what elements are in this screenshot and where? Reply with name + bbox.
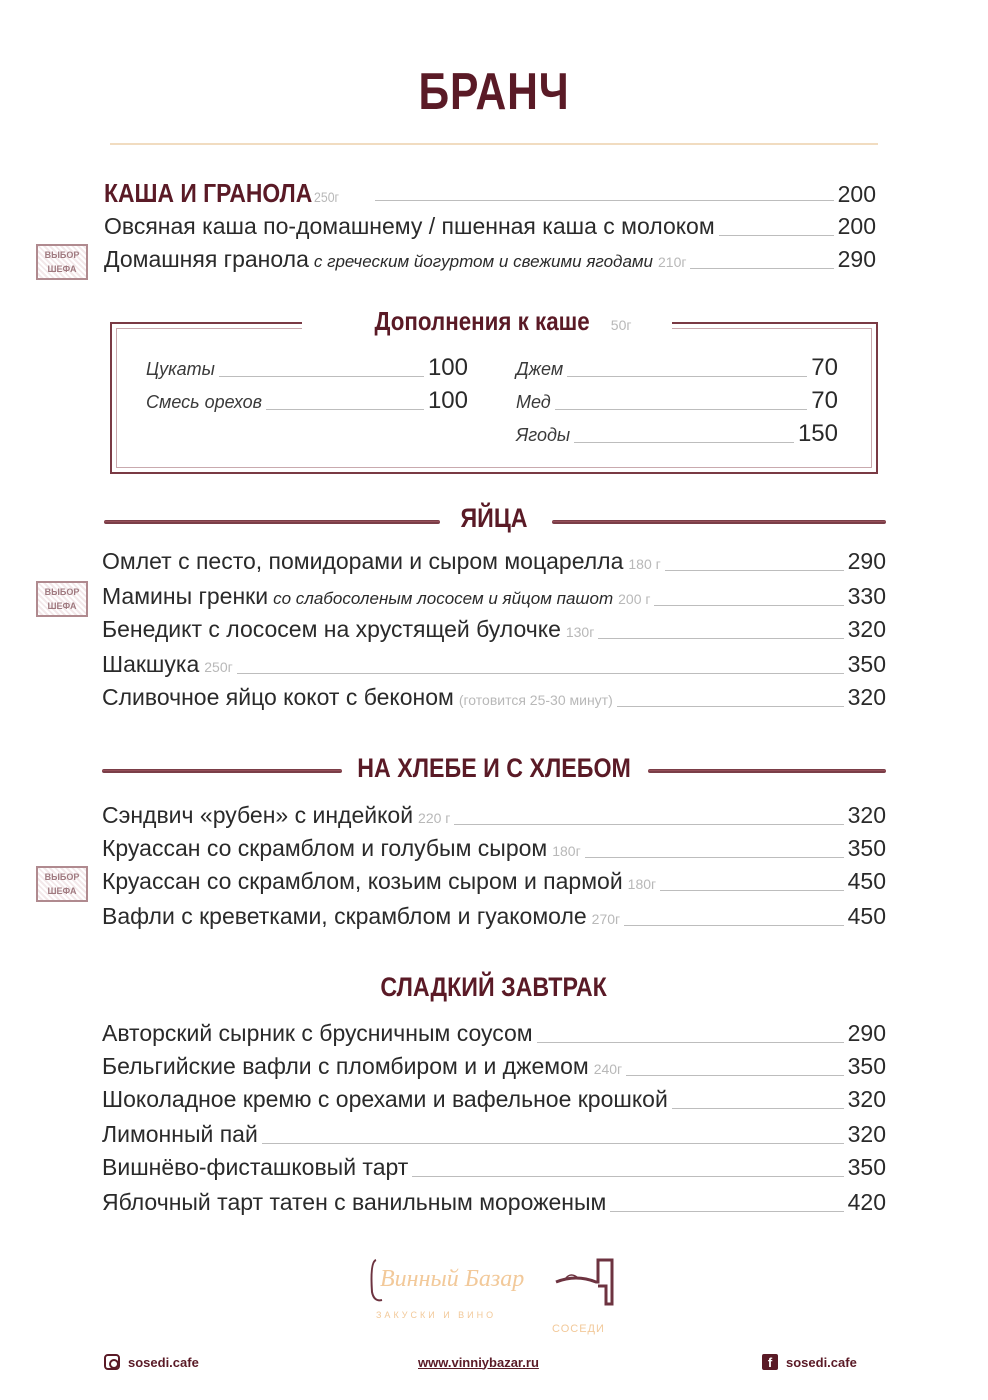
menu-item xyxy=(102,903,886,933)
addon-name: Цукаты xyxy=(146,359,215,379)
title-divider xyxy=(110,143,878,145)
menu-item-name: Омлет с песто, помидорами и сыром моцарелла xyxy=(102,548,624,574)
menu-item-name: Шоколадное кремю с орехами и вафельное крошкой xyxy=(102,1086,668,1112)
leader-dots xyxy=(665,570,844,571)
porridge-price: 200 xyxy=(837,181,876,207)
sweet-title xyxy=(0,972,988,1003)
menu-item xyxy=(104,213,876,243)
menu-item-weight: 270г xyxy=(591,911,621,927)
addon-item xyxy=(516,387,838,417)
leader-dots xyxy=(672,1108,844,1109)
chef-badge-line2: ШЕФА xyxy=(47,264,77,274)
menu-item xyxy=(102,1154,886,1184)
facebook-icon: f xyxy=(762,1354,778,1370)
menu-item xyxy=(102,1086,886,1116)
leader-dots xyxy=(237,673,844,674)
menu-item-weight: 250г xyxy=(204,659,233,675)
menu-item-price: 290 xyxy=(847,548,886,574)
menu-item-weight: 130г xyxy=(565,624,595,640)
menu-item-price: 350 xyxy=(847,1154,886,1180)
leader-dots xyxy=(266,409,424,410)
footer-facebook[interactable] xyxy=(762,1352,857,1372)
menu-item xyxy=(104,246,876,276)
leader-dots xyxy=(654,605,843,606)
menu-item-name: Бенедикт с лососем на хрустящей булочке xyxy=(102,616,561,642)
facebook-handle: sosedi.cafe xyxy=(786,1354,857,1370)
menu-item-name: Сэндвич «рубен» с индейкой xyxy=(102,802,414,828)
addon-item xyxy=(146,387,468,417)
footer-website-link[interactable] xyxy=(418,1352,539,1372)
menu-item-name: Круассан со скрамблом, козьим сыром и пармой xyxy=(102,868,623,894)
porridge-title xyxy=(104,178,339,209)
addon-price: 100 xyxy=(427,387,468,414)
menu-item-price: 450 xyxy=(847,903,886,929)
leader-dots xyxy=(537,1042,844,1043)
addon-name: Ягоды xyxy=(516,425,571,445)
menu-item-price: 290 xyxy=(837,246,876,272)
menu-item-weight: 180г xyxy=(552,843,581,859)
menu-item-price: 350 xyxy=(847,1053,886,1079)
addon-price: 100 xyxy=(427,354,468,381)
sweet-title-text: СЛАДКИЙ ЗАВТРАК xyxy=(380,972,608,1002)
menu-item-weight: 210г xyxy=(658,254,687,270)
leader-dots xyxy=(454,824,843,825)
addon-name: Джем xyxy=(516,359,564,379)
logo-text: Винный Базар xyxy=(380,1266,525,1292)
instagram-icon xyxy=(104,1354,120,1370)
menu-item-price: 450 xyxy=(847,868,886,894)
leader-dots xyxy=(567,376,807,377)
menu-item-name: Шакшука xyxy=(102,651,200,677)
addons-weight: 50г xyxy=(610,317,632,333)
addons-title xyxy=(0,306,988,337)
leader-dots xyxy=(624,925,843,926)
menu-item xyxy=(102,868,886,898)
addon-item xyxy=(146,354,468,384)
menu-item-name: Авторский сырник с брусничным соусом xyxy=(102,1020,533,1046)
porridge-header-row xyxy=(104,178,876,208)
menu-item xyxy=(102,651,886,681)
addon-price: 70 xyxy=(811,354,838,381)
leader-dots xyxy=(574,442,794,443)
leader-dots xyxy=(626,1075,843,1076)
menu-item xyxy=(102,583,886,613)
vinniy-bazar-logo xyxy=(366,1252,626,1342)
eggs-title-text: ЯЙЦА xyxy=(460,503,528,533)
menu-item-price: 320 xyxy=(847,684,886,710)
menu-item-description: с греческим йогуртом и свежими ягодами xyxy=(313,252,654,271)
menu-item-name: Бельгийские вафли с пломбиром и и джемом xyxy=(102,1053,589,1079)
footer-instagram[interactable] xyxy=(104,1352,199,1372)
menu-item xyxy=(102,616,886,646)
menu-item xyxy=(102,802,886,832)
chef-choice-badge xyxy=(36,581,88,617)
leader-dots xyxy=(555,409,808,410)
leader-dots xyxy=(610,1211,843,1212)
menu-item-name: Вишнёво-фисташковый тарт xyxy=(102,1154,409,1180)
addons-title-text: Дополнения к каше xyxy=(374,306,590,336)
menu-item-name: Вафли с креветками, скрамблом и гуакомоле xyxy=(102,903,587,929)
bread-title-text: НА ХЛЕБЕ И С ХЛЕБОМ xyxy=(357,753,631,783)
menu-item-price: 320 xyxy=(847,802,886,828)
menu-item-price: 350 xyxy=(847,835,886,861)
menu-item-price: 320 xyxy=(847,616,886,642)
chef-choice-badge xyxy=(36,244,88,280)
leader-dots xyxy=(690,268,833,269)
instagram-handle: sosedi.cafe xyxy=(128,1354,199,1370)
chef-badge-line1: ВЫБОР xyxy=(44,250,80,260)
leader-dots xyxy=(585,857,844,858)
bread-title xyxy=(0,753,988,784)
menu-item-name: Мамины гренки xyxy=(102,583,269,609)
eggs-title xyxy=(0,503,988,534)
chef-choice-badge xyxy=(36,866,88,902)
menu-item-weight: 240г xyxy=(593,1061,623,1077)
chef-badge-line1: ВЫБОР xyxy=(44,587,80,597)
leader-dots xyxy=(412,1176,843,1177)
menu-item-weight: 180 г xyxy=(628,556,661,572)
website-url: www.vinniybazar.ru xyxy=(418,1354,539,1370)
leader-dots xyxy=(262,1143,844,1144)
menu-item xyxy=(102,835,886,865)
porridge-weight: 250г xyxy=(314,189,340,205)
chef-badge-line2: ШЕФА xyxy=(47,601,77,611)
menu-item-price: 200 xyxy=(837,213,876,239)
addon-price: 150 xyxy=(797,420,838,447)
menu-item-name: Домашняя гранола xyxy=(104,246,309,272)
leader-dots xyxy=(219,376,424,377)
menu-item xyxy=(102,1053,886,1083)
menu-item-price: 420 xyxy=(847,1189,886,1215)
menu-item-weight: 220 г xyxy=(418,810,451,826)
leader-dots xyxy=(598,638,843,639)
chef-badge-line2: ШЕФА xyxy=(47,886,77,896)
menu-item xyxy=(102,1121,886,1151)
menu-item xyxy=(102,684,886,714)
menu-item xyxy=(102,548,886,578)
menu-item-name: Лимонный пай xyxy=(102,1121,258,1147)
menu-item-weight: 200 г xyxy=(618,591,651,607)
leader-dots xyxy=(660,890,843,891)
addon-item xyxy=(516,354,838,384)
leader-dots xyxy=(375,200,834,201)
addon-price: 70 xyxy=(811,387,838,414)
chef-badge-line1: ВЫБОР xyxy=(44,872,80,882)
menu-item-price: 330 xyxy=(847,583,886,609)
menu-item-description: со слабосоленым лососем и яйцом пашот xyxy=(273,589,614,608)
menu-item xyxy=(102,1189,886,1219)
addon-item xyxy=(516,420,838,450)
leader-dots xyxy=(719,235,834,236)
menu-item-price: 350 xyxy=(847,651,886,677)
page-title: БРАНЧ xyxy=(418,63,570,121)
menu-item-name: Круассан со скрамблом и голубым сыром xyxy=(102,835,548,861)
leader-dots xyxy=(617,706,844,707)
menu-item-price: 320 xyxy=(847,1086,886,1112)
porridge-title-text: КАША И ГРАНОЛА xyxy=(104,178,313,208)
menu-item-name: Сливочное яйцо кокот с беконом xyxy=(102,684,454,710)
menu-item-name: Овсяная каша по-домашнему / пшенная каша с молоком xyxy=(104,213,715,239)
menu-item-weight: 180г xyxy=(627,876,657,892)
menu-item-price: 290 xyxy=(847,1020,886,1046)
addon-name: Мед xyxy=(516,392,551,412)
menu-item-price: 320 xyxy=(847,1121,886,1147)
menu-item-weight: (готовится 25-30 минут) xyxy=(458,692,613,708)
menu-item xyxy=(102,1020,886,1050)
addon-name: Смесь орехов xyxy=(146,392,263,412)
logo-tagline: ЗАКУСКИ И ВИНО xyxy=(376,1310,497,1320)
menu-item-name: Яблочный тарт татен с ванильным мороженым xyxy=(102,1189,607,1215)
logo-subtitle: СОСЕДИ xyxy=(552,1323,605,1335)
